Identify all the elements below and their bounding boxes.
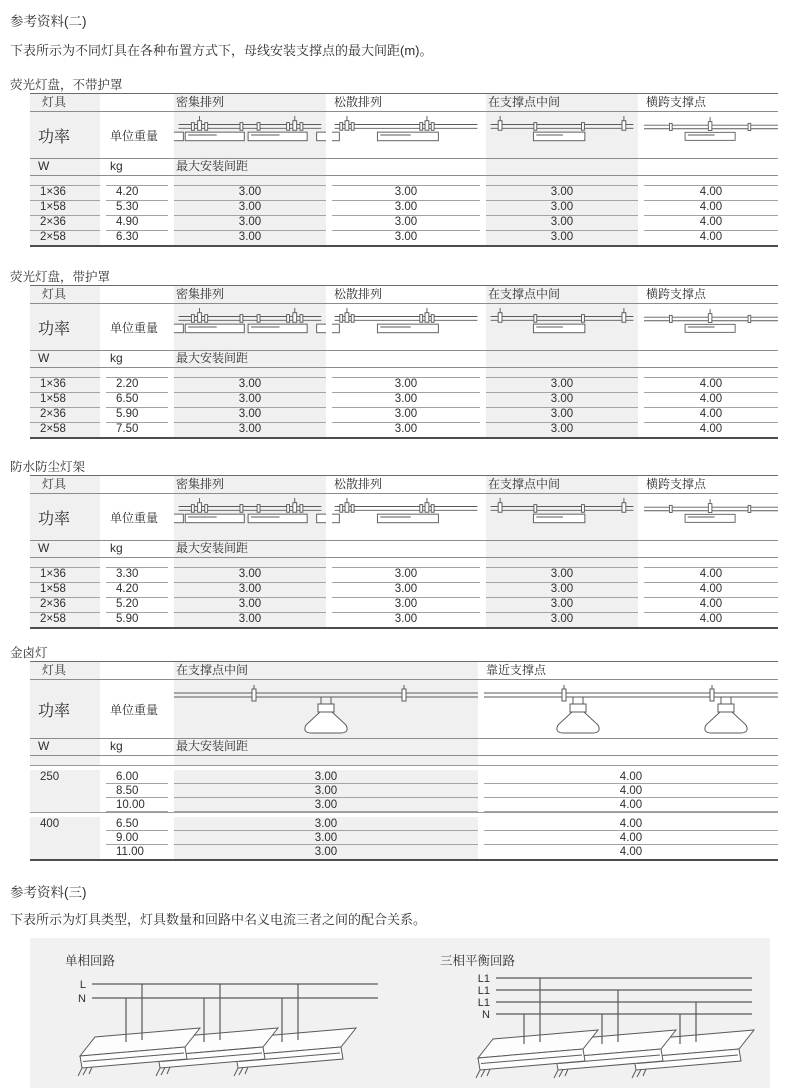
table-row [30, 407, 778, 422]
power-header: 功率 [30, 494, 100, 540]
column-header: 松散排列 [334, 477, 383, 491]
section-title-metal-halide: 金卤灯 [10, 646, 48, 660]
value-cell: 3.00 [174, 392, 326, 407]
fixture-header: 灯具 [30, 94, 100, 111]
value-cell: 3.00 [174, 582, 326, 597]
value-cell: 4.00 [644, 377, 778, 392]
three-phase-title: 三相平衡回路 [440, 954, 516, 968]
value-cell: 3.00 [174, 567, 326, 582]
document-page [0, 10, 800, 1088]
table-header-row [30, 94, 778, 112]
table-row [30, 582, 778, 597]
units-row [30, 158, 778, 176]
fixture-header: 灯具 [30, 662, 100, 679]
value-cell: 4.00 [644, 185, 778, 200]
kg-unit: kg [110, 739, 123, 753]
weight-cell: 4.20 [106, 185, 168, 200]
three-phase-circuit [400, 938, 770, 1088]
value-cell: 3.00 [332, 567, 480, 582]
value-cell: 3.00 [332, 407, 480, 422]
value-cell: 4.00 [484, 798, 778, 812]
power-group-250 [30, 765, 778, 812]
units-row [30, 738, 778, 756]
diagram-row [30, 494, 778, 540]
value-cell: 3.00 [332, 185, 480, 200]
watt-unit: W [30, 351, 100, 367]
value-cell: 4.00 [644, 230, 778, 245]
kg-unit: kg [110, 351, 123, 365]
dense-arrangement-diagram [174, 115, 326, 155]
column-header: 在支撑点中间 [174, 662, 478, 679]
column-header: 靠近支撑点 [486, 663, 547, 677]
dense-arrangement-diagram [174, 497, 326, 537]
power-cell: 1×36 [30, 377, 100, 392]
table-row [30, 200, 778, 215]
power-cell: 1×58 [30, 582, 100, 597]
value-cell: 3.00 [486, 567, 638, 582]
value-cell: 3.00 [332, 230, 480, 245]
column-header: 横跨支撑点 [646, 477, 707, 491]
weight-cell: 6.30 [106, 230, 168, 245]
value-cell: 3.00 [174, 612, 326, 627]
unit-weight-header: 单位重量 [110, 320, 159, 335]
across-support-diagram [644, 497, 778, 537]
weight-cell: 4.90 [106, 215, 168, 230]
value-cell: 4.00 [644, 597, 778, 612]
dense-arrangement-diagram [174, 307, 326, 347]
value-cell: 3.00 [174, 200, 326, 215]
value-cell: 3.00 [174, 215, 326, 230]
value-cell: 3.00 [332, 422, 480, 437]
wire-label: N [482, 1009, 490, 1021]
weight-cell: 9.00 [106, 831, 168, 845]
value-cell: 3.00 [174, 798, 478, 812]
value-cell: 3.00 [174, 845, 478, 859]
midspan-diagram [486, 307, 638, 347]
table-row [30, 597, 778, 612]
value-cell: 3.00 [486, 407, 638, 422]
value-cell: 3.00 [486, 612, 638, 627]
ref2-title: 参考资料(二) [10, 14, 87, 29]
table-fluorescent-with-cover [30, 285, 778, 439]
value-cell: 3.00 [174, 407, 326, 422]
section-title-waterproof: 防水防尘灯架 [10, 460, 86, 474]
ref3-description: 下表所示为灯具类型，灯具数量和回路中名义电流三者之间的配合关系。 [10, 912, 427, 927]
loose-arrangement-diagram [332, 497, 480, 537]
max-spacing-label: 最大安装间距 [174, 739, 478, 755]
weight-cell: 8.50 [106, 784, 168, 798]
table-row [30, 567, 778, 582]
value-cell: 3.00 [174, 597, 326, 612]
power-cell: 2×58 [30, 230, 100, 245]
column-header: 横跨支撑点 [646, 287, 707, 301]
value-cell: 4.00 [644, 392, 778, 407]
value-cell: 4.00 [644, 407, 778, 422]
value-cell: 4.00 [644, 567, 778, 582]
column-header: 横跨支撑点 [646, 95, 707, 109]
value-cell: 3.00 [486, 422, 638, 437]
power-header: 功率 [30, 304, 100, 350]
wire-label: L1 [477, 985, 490, 997]
value-cell: 4.00 [644, 422, 778, 437]
column-header: 密集排列 [174, 476, 326, 493]
value-cell: 4.00 [484, 770, 778, 784]
table-row [30, 422, 778, 437]
value-cell: 3.00 [174, 230, 326, 245]
weight-cell: 10.00 [106, 798, 168, 812]
value-cell: 4.00 [644, 582, 778, 597]
weight-cell: 2.20 [106, 377, 168, 392]
table-metal-halide [30, 661, 778, 861]
power-cell: 1×58 [30, 200, 100, 215]
power-cell: 250 [30, 770, 100, 812]
value-cell: 3.00 [174, 770, 478, 784]
power-cell: 2×36 [30, 597, 100, 612]
value-cell: 4.00 [644, 200, 778, 215]
weight-cell: 11.00 [116, 846, 144, 858]
loose-arrangement-diagram [332, 115, 480, 155]
wire-label: L1 [477, 997, 490, 1009]
section-title-fluorescent-with-cover: 荧光灯盘，带护罩 [10, 270, 111, 284]
weight-cell: 5.30 [106, 200, 168, 215]
across-support-diagram [644, 115, 778, 155]
value-cell: 4.00 [484, 784, 778, 798]
ref3-title: 参考资料(三) [10, 885, 87, 900]
single-phase-diagram [48, 974, 388, 1086]
value-cell: 3.00 [486, 230, 638, 245]
table-row [30, 612, 778, 627]
value-cell: 3.00 [486, 215, 638, 230]
power-cell: 2×58 [30, 422, 100, 437]
value-cell: 3.00 [486, 377, 638, 392]
table-row [30, 215, 778, 230]
value-cell: 3.00 [486, 392, 638, 407]
weight-cell: 3.30 [106, 567, 168, 582]
value-cell: 4.00 [484, 817, 778, 831]
max-spacing-label: 最大安装间距 [174, 159, 326, 175]
kg-unit: kg [110, 159, 123, 173]
table-row [30, 392, 778, 407]
max-spacing-label: 最大安装间距 [174, 541, 326, 557]
value-cell: 3.00 [174, 784, 478, 798]
value-cell: 3.00 [332, 582, 480, 597]
power-cell: 1×36 [30, 185, 100, 200]
value-cell: 4.00 [484, 831, 778, 845]
table-header-row [30, 286, 778, 304]
value-cell: 3.00 [174, 831, 478, 845]
column-header: 松散排列 [334, 287, 383, 301]
kg-unit: kg [110, 541, 123, 555]
loose-arrangement-diagram [332, 307, 480, 347]
power-cell: 2×36 [30, 215, 100, 230]
table-header-row [30, 662, 778, 680]
value-cell: 4.00 [619, 846, 643, 858]
power-group-400 [30, 812, 778, 859]
value-cell: 3.00 [332, 200, 480, 215]
table-row [30, 377, 778, 392]
units-row [30, 350, 778, 368]
power-cell: 2×58 [30, 612, 100, 627]
column-header: 密集排列 [174, 286, 326, 303]
value-cell: 3.00 [174, 185, 326, 200]
column-header: 密集排列 [174, 94, 326, 111]
value-cell: 3.00 [486, 200, 638, 215]
weight-cell: 4.20 [106, 582, 168, 597]
diagram-row [30, 680, 778, 738]
watt-unit: W [30, 739, 100, 755]
table-fluorescent-no-cover [30, 93, 778, 247]
weight-cell: 6.50 [106, 817, 168, 831]
fixture-header: 灯具 [30, 286, 100, 303]
value-cell: 3.00 [332, 612, 480, 627]
value-cell: 3.00 [486, 582, 638, 597]
table-header-row [30, 476, 778, 494]
power-cell: 1×58 [30, 392, 100, 407]
weight-cell: 5.90 [106, 612, 168, 627]
column-header: 在支撑点中间 [486, 286, 638, 303]
wire-label: L [79, 979, 86, 991]
fixture-header: 灯具 [30, 476, 100, 493]
weight-cell: 7.50 [106, 422, 168, 437]
unit-weight-header: 单位重量 [110, 510, 159, 525]
max-spacing-label: 最大安装间距 [174, 351, 326, 367]
ref2-description: 下表所示为不同灯具在各种布置方式下，母线安装支撑点的最大间距(m)。 [10, 43, 433, 58]
table-row [30, 185, 778, 200]
power-header: 功率 [30, 112, 100, 158]
power-cell: 400 [30, 817, 100, 859]
midspan-diagram [486, 497, 638, 537]
wire-label: N [78, 993, 86, 1005]
watt-unit: W [30, 541, 100, 557]
across-support-diagram [644, 307, 778, 347]
table-waterproof [30, 475, 778, 629]
midspan-diagram [486, 115, 638, 155]
power-cell: 1×36 [30, 567, 100, 582]
value-cell: 3.00 [332, 215, 480, 230]
units-row [30, 540, 778, 558]
value-cell: 3.00 [174, 817, 478, 831]
watt-unit: W [30, 159, 100, 175]
halide-midspan-diagram [174, 682, 478, 736]
power-cell: 2×36 [30, 407, 100, 422]
section-title-fluorescent-no-cover: 荧光灯盘，不带护罩 [10, 78, 123, 92]
single-phase-title: 单相回路 [65, 954, 116, 968]
circuit-panel [30, 938, 770, 1088]
weight-cell: 5.20 [106, 597, 168, 612]
value-cell: 4.00 [644, 612, 778, 627]
value-cell: 3.00 [332, 392, 480, 407]
diagram-row [30, 304, 778, 350]
value-cell: 3.00 [174, 422, 326, 437]
value-cell: 3.00 [486, 185, 638, 200]
single-phase-circuit [30, 938, 400, 1088]
halide-near-support-diagram [484, 682, 778, 736]
unit-weight-header: 单位重量 [110, 128, 159, 143]
table-row [30, 230, 778, 245]
wire-label: L1 [477, 974, 490, 985]
three-phase-diagram [406, 974, 766, 1086]
weight-cell: 6.00 [106, 770, 168, 784]
weight-cell: 5.90 [106, 407, 168, 422]
column-header: 在支撑点中间 [486, 476, 638, 493]
power-header: 功率 [30, 680, 100, 738]
value-cell: 4.00 [644, 215, 778, 230]
diagram-row [30, 112, 778, 158]
value-cell: 3.00 [486, 597, 638, 612]
value-cell: 3.00 [332, 597, 480, 612]
column-header: 在支撑点中间 [486, 94, 638, 111]
column-header: 松散排列 [334, 95, 383, 109]
weight-cell: 6.50 [106, 392, 168, 407]
value-cell: 3.00 [332, 377, 480, 392]
value-cell: 3.00 [174, 377, 326, 392]
unit-weight-header: 单位重量 [110, 702, 159, 717]
